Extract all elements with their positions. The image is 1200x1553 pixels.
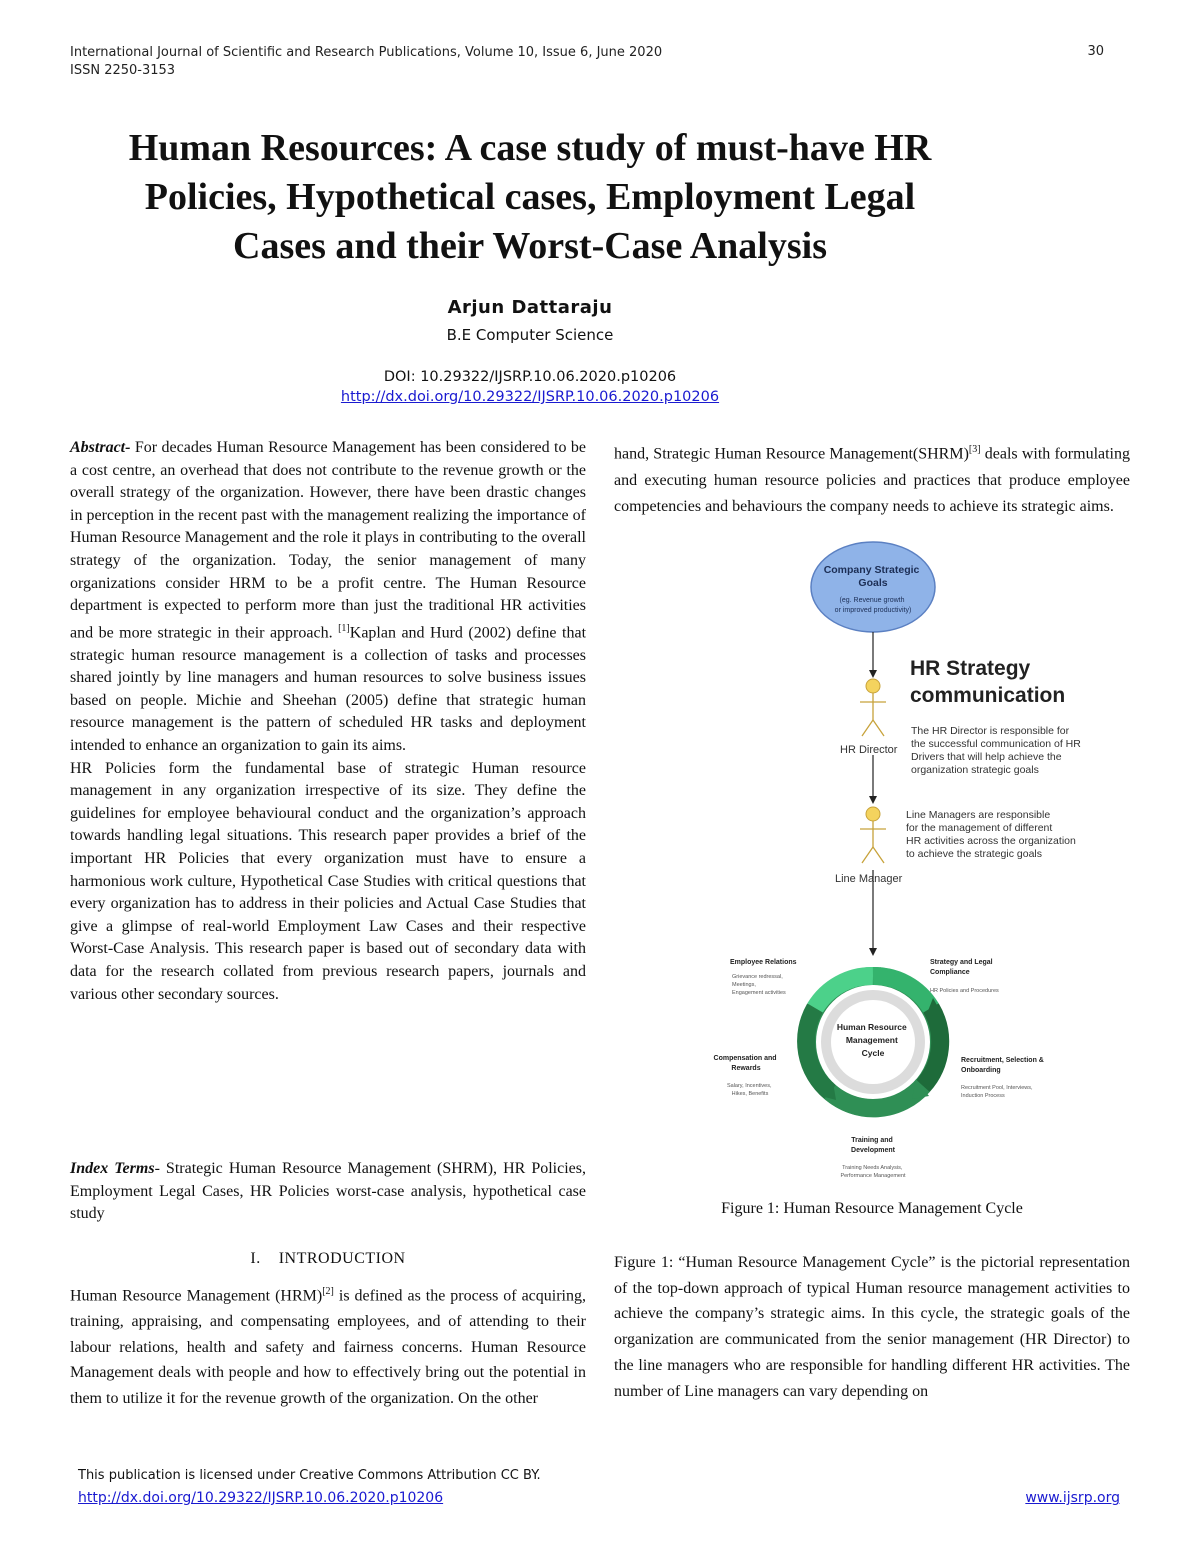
author-affiliation: B.E Computer Science bbox=[446, 326, 614, 344]
arrow-head-2 bbox=[869, 796, 877, 804]
shrm-text-b: deals with formulating and executing human resource policies and practices that produce employee competencies and behaviours the company needs to achieve its strategic aims. bbox=[614, 445, 1131, 516]
line-manager-actor bbox=[860, 807, 886, 863]
hr-director-label: HR Director bbox=[840, 744, 898, 756]
node-strategy-title: Strategy and Legal Compliance bbox=[930, 959, 993, 976]
footer-doi-link[interactable]: http://dx.doi.org/10.29322/IJSRP.10.06.2020.p10206 bbox=[78, 1490, 444, 1506]
hrm-cycle-figure bbox=[690, 530, 1110, 1190]
node-training-desc: Training Needs Analysis, Performance Management bbox=[840, 1165, 906, 1179]
ref-2: [2] bbox=[322, 1286, 334, 1297]
intro-text-a: Human Resource Management (HRM) bbox=[70, 1287, 323, 1305]
journal-line: International Journal of Scientific and Research Publications, Volume 10, Issue 6, June 2020 bbox=[70, 45, 663, 60]
figure-caption: Figure 1: Human Resource Management Cycle bbox=[721, 1200, 1023, 1217]
hr-director-actor bbox=[860, 679, 886, 736]
goal-small-text: (eg. Revenue growth or improved productivity) bbox=[834, 597, 912, 614]
doi-text: DOI: 10.29322/IJSRP.10.06.2020.p10206 bbox=[383, 369, 677, 385]
arrow-head-3 bbox=[869, 948, 877, 956]
abstract-section bbox=[70, 437, 586, 1006]
node-strategy-desc: HR Policies and Procedures bbox=[930, 988, 999, 994]
ref-3: [3] bbox=[968, 444, 981, 455]
abstract-lead: Abstract- bbox=[70, 439, 131, 456]
intro-text-b: is defined as the process of acquiring, training, appraising, and compensating employees, and of attending to their labour relations, health and safety and fairness concerns. Human Resource Management deals with people and how to effectively bring out the potential in them to utilize it for the revenue growth of the organization. On the other bbox=[70, 1287, 587, 1408]
manager-description: Line Managers are responsible for the management of different HR activities across the organization to achieve the strategic goals bbox=[906, 809, 1076, 860]
shrm-text-a: hand, Strategic Human Resource Management(SHRM) bbox=[614, 445, 969, 463]
node-compensation-desc: Salary, Incentives, Hikes, Benefits bbox=[726, 1083, 772, 1097]
author-name: Arjun Dattaraju bbox=[447, 297, 613, 318]
hr-strategy-heading-1: HR Strategy bbox=[910, 657, 1031, 680]
index-terms-text: - Strategic Human Resource Management (SHRM), HR Policies, Employment Legal Cases, HR Policies worst-case analysis, hypothetical case study bbox=[70, 1160, 587, 1223]
section-number: I. bbox=[250, 1250, 261, 1267]
section-heading bbox=[70, 1250, 586, 1268]
hr-strategy-heading-2: communication bbox=[910, 684, 1066, 707]
journal-site-link[interactable]: www.ijsrp.org bbox=[1025, 1490, 1120, 1506]
node-employee-relations-desc: Grievance redressal, Meetings, Engagement activities bbox=[732, 974, 786, 996]
line-manager-label: Line Manager bbox=[835, 873, 903, 885]
doi-block bbox=[0, 367, 1060, 407]
section-title: INTRODUCTION bbox=[278, 1250, 406, 1267]
running-header bbox=[70, 44, 662, 80]
node-employee-relations-title: Employee Relations bbox=[730, 959, 797, 966]
title-line-2: Policies, Hypothetical cases, Employment Legal bbox=[144, 176, 916, 218]
node-recruitment-desc: Recruitment Pool, Interviews, Induction Process bbox=[961, 1085, 1033, 1099]
index-terms-lead: Index Terms bbox=[70, 1160, 155, 1177]
abstract-text-b: Kaplan and Hurd (2002) define that strategic human resource management is a collection of tasks and processes shared jointly by line managers and human resources to solve business issues based on people. Michie and Sheehan (2005) define that strategic human resource management is the pattern of scheduled HR tasks and deployment intended to enhance an organization to gain its aims. bbox=[70, 624, 587, 755]
page-number: 30 bbox=[1087, 44, 1104, 59]
node-recruitment-title: Recruitment, Selection & Onboarding bbox=[961, 1057, 1044, 1074]
intro-paragraph bbox=[70, 1279, 586, 1412]
license-note: This publication is licensed under Creative Commons Attribution CC BY. bbox=[78, 1468, 541, 1483]
figure-discussion-paragraph: Figure 1: “Human Resource Management Cycle” is the pictorial representation of the top-down approach of typical Human resource management activities to achieve the company’s strategic aims. In this cycle, the strategic goals of the organization are communicated from the senior management (HR Director) to the line managers who are responsible for handling different HR activities. The number of Line managers can vary depending on bbox=[614, 1254, 1130, 1400]
doi-link[interactable]: http://dx.doi.org/10.29322/IJSRP.10.06.2020.p10206 bbox=[340, 389, 720, 405]
director-description: The HR Director is responsible for the successful communication of HR Drivers that will help achieve the organization strategic goals bbox=[911, 725, 1081, 776]
ref-1: [1] bbox=[338, 622, 350, 634]
node-compensation-title: Compensation and Rewards bbox=[713, 1055, 777, 1072]
abstract-text-a: For decades Human Resource Management has been considered to be a cost centre, an overhead that does not contribute to the revenue growth or the overall strategy of the organization. However, there have been drastic changes in perception in the recent past with the management realizing the importance of Human Resource Management and the role it plays in contributing to the overall strategy of the organization. Today, the senior management of many organizations consider HRM to be a profit centre. The Human Resource department is expected to perform more than just the traditional HR activities and be more strategic in their approach. bbox=[70, 439, 586, 642]
cycle-center-label: Human Resource Management Cycle bbox=[836, 1022, 907, 1058]
abstract-paragraph-2: HR Policies form the fundamental base of strategic Human resource management in any organization irrespective of its size. They define the guidelines for employee behavioural conduct and the organization’s approach towards handling legal situations. This research paper provides a brief of the important HR Policies that every organization must have to ensure a harmonious work culture, Hypothetical Case Studies with critical questions that every organization has to address in their policies and Actual Case Studies that give a glimpse of real-world Employment Law Cases and their respective Worst-Case Analysis. This research paper is based out of secondary data with data for the research collated from previous research papers, journals and various other secondary sources. bbox=[70, 759, 586, 1003]
goal-bold-text: Company Strategic Goals bbox=[823, 564, 920, 589]
index-terms bbox=[70, 1158, 586, 1226]
arrow-head-1 bbox=[869, 670, 877, 678]
paper-title bbox=[0, 124, 1060, 271]
issn-line: ISSN 2250-3153 bbox=[70, 63, 176, 78]
title-line-1: Human Resources: A case study of must-have HR bbox=[128, 127, 932, 169]
node-training-title: Training and Development bbox=[851, 1137, 895, 1154]
abstract-paragraph-1 bbox=[70, 437, 586, 758]
title-line-3: Cases and their Worst-Case Analysis bbox=[233, 225, 827, 267]
right-column-top bbox=[614, 437, 1130, 521]
